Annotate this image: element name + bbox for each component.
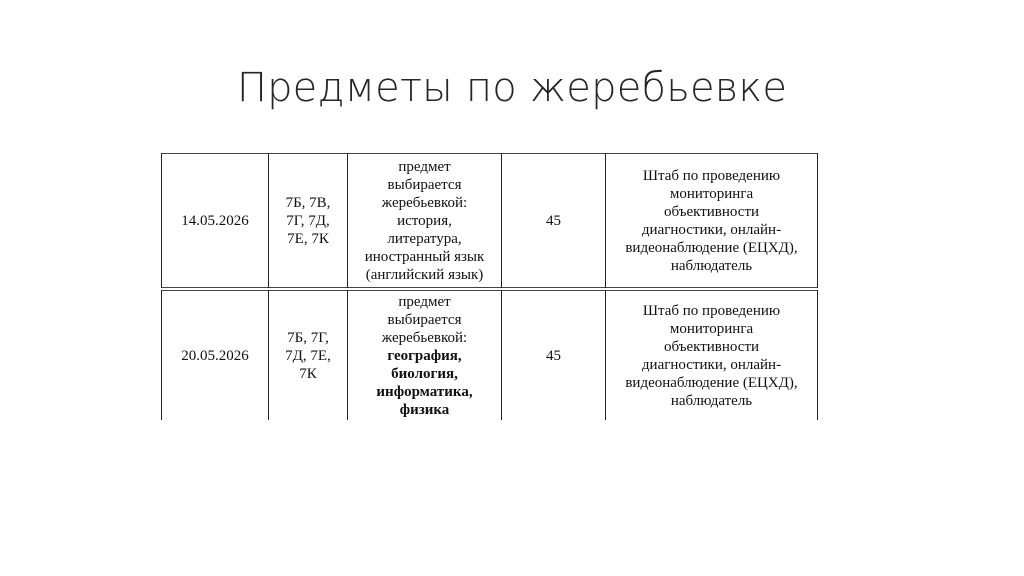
schedule-table-row-1 bbox=[161, 153, 818, 288]
note-line: наблюдатель bbox=[670, 257, 753, 274]
note-line: видеонаблюдение (ЕЦХД), bbox=[625, 239, 798, 256]
subject-line: (английский язык) bbox=[365, 266, 484, 283]
classes-line: 7Д, 7Е, bbox=[285, 347, 331, 364]
classes-cell bbox=[269, 154, 348, 288]
subject-line: предмет bbox=[398, 293, 451, 310]
note-line: наблюдатель bbox=[670, 392, 753, 409]
classes-line: 7Г, 7Д, bbox=[286, 212, 330, 229]
classes-line: 7Б, 7Г, bbox=[287, 329, 329, 346]
subject-line: жеребьевкой: bbox=[381, 329, 468, 346]
subject-line: выбирается bbox=[387, 311, 462, 328]
subject-cell bbox=[348, 291, 502, 421]
note-line: объективности bbox=[663, 338, 760, 355]
note-line: диагностики, онлайн- bbox=[641, 356, 782, 373]
classes-line: 7К bbox=[299, 365, 317, 382]
subject-bold-line: информатика, bbox=[376, 383, 473, 400]
count-cell: 45 bbox=[502, 154, 606, 288]
note-cell bbox=[606, 154, 818, 288]
classes-line: 7Е, 7К bbox=[287, 230, 329, 247]
note-line: Штаб по проведению bbox=[642, 167, 781, 184]
note-line: мониторинга bbox=[669, 320, 754, 337]
subject-bold-line: география, bbox=[387, 347, 462, 364]
note-line: видеонаблюдение (ЕЦХД), bbox=[625, 374, 798, 391]
subject-line: иностранный язык bbox=[364, 248, 485, 265]
count-cell: 45 bbox=[502, 291, 606, 421]
subject-line: литература, bbox=[387, 230, 462, 247]
classes-cell bbox=[269, 291, 348, 421]
date-cell: 20.05.2026 bbox=[162, 291, 269, 421]
table-row bbox=[162, 291, 818, 421]
classes-line: 7Б, 7В, bbox=[285, 194, 331, 211]
schedule-table-row-2 bbox=[161, 290, 818, 420]
table-row bbox=[162, 154, 818, 288]
subject-line: предмет bbox=[398, 158, 451, 175]
note-line: объективности bbox=[663, 203, 760, 220]
note-line: Штаб по проведению bbox=[642, 302, 781, 319]
slide-title: Предметы по жеребьевке bbox=[236, 65, 788, 111]
subject-line: выбирается bbox=[387, 176, 462, 193]
subject-line: жеребьевкой: bbox=[381, 194, 468, 211]
note-cell bbox=[606, 291, 818, 421]
subject-line: история, bbox=[397, 212, 452, 229]
note-line: мониторинга bbox=[669, 185, 754, 202]
subject-bold-line: физика bbox=[399, 401, 450, 418]
note-line: диагностики, онлайн- bbox=[641, 221, 782, 238]
subject-cell bbox=[348, 154, 502, 288]
date-cell: 14.05.2026 bbox=[162, 154, 269, 288]
subject-bold-line: биология, bbox=[391, 365, 458, 382]
